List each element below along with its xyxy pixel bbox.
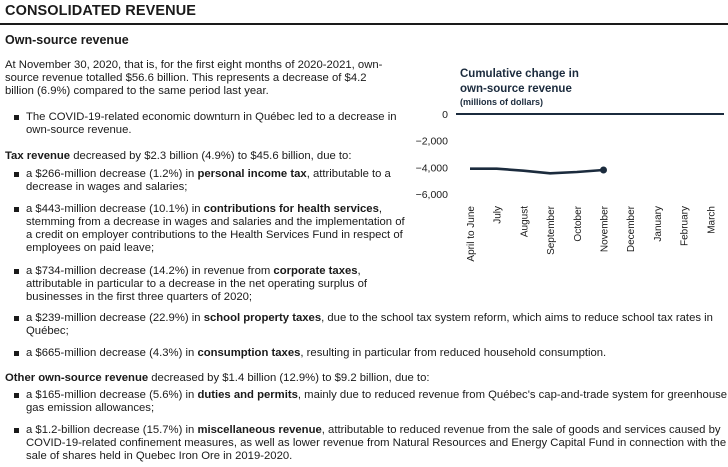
tax-item-text: a $443-million decrease (10.1%) in [26, 203, 204, 215]
other-item-text: a $1.2-billion decrease (15.7%) in [26, 424, 198, 436]
series-end-marker [600, 167, 607, 174]
tax-item-term: personal income tax [197, 168, 307, 180]
bullet-marker [14, 269, 19, 274]
tax-item-text: , stemming from a decrease in wages and salaries and the implementation of a credit on employer contributions to the Health Services Fund in respect of employees on paid leave; [26, 203, 405, 254]
x-tick-label: September [546, 206, 558, 255]
tax-item-text: , resulting in particular from reduced household consumption. [300, 347, 607, 359]
bullet-marker [14, 115, 19, 120]
other-item-text: , mainly due to reduced revenue from Québec's cap-and-trade system for greenhouse gas emission allowances; [26, 389, 728, 414]
x-tick-label: October [572, 206, 584, 242]
other-item-term: miscellaneous revenue [197, 424, 322, 436]
other-lead [5, 372, 725, 385]
section-heading: Own-source revenue [5, 33, 129, 47]
tax-item-text: , attributable in particular to a decrease in the net operating surplus of businesses in the first three quarters of 2020; [26, 265, 367, 303]
y-tick-label: −2,000 [415, 135, 448, 148]
intro-paragraph: At November 30, 2020, that is, for the first eight months of 2020-2021, own-source revenue totalled $56.6 billion. This represents a decrease of $4.2 billion (6.9%) compared to the same period last year. [5, 59, 383, 97]
tax-item-term: consumption taxes [197, 347, 301, 359]
revenue-change-chart [408, 60, 728, 290]
x-tick-label: February [679, 206, 691, 247]
tax-item-text: a $239-million decrease (22.9%) in [26, 312, 204, 324]
x-tick-label: April to June [466, 206, 477, 262]
x-tick-label: January [652, 206, 664, 242]
bullet-marker [14, 428, 19, 433]
tax-item [14, 347, 728, 360]
other-item [14, 424, 728, 463]
x-tick-label: August [519, 206, 531, 238]
chart-title: Cumulative change in [460, 68, 579, 80]
other-lead-bold: Other own-source revenue [5, 372, 149, 384]
tax-item-text: a $734-million decrease (14.2%) in revenue from [26, 265, 274, 277]
tax-item-term: contributions for health services [203, 203, 379, 215]
y-tick-label: −6,000 [415, 189, 448, 201]
bullet-marker [14, 316, 19, 321]
tax-item-text: , attributable to a decrease in wages and salaries; [26, 168, 391, 193]
tax-lead-rest: decreased by $2.3 billion (4.9%) to $45.6 billion, due to: [70, 150, 352, 162]
chart-subtitle: (millions of dollars) [460, 97, 544, 107]
title-rule [0, 23, 728, 25]
x-tick-label: December [626, 206, 638, 253]
series-line [470, 169, 604, 174]
y-tick-label: 0 [442, 109, 448, 121]
tax-item [14, 265, 408, 304]
tax-item-text: a $266-million decrease (1.2%) in [26, 168, 198, 180]
other-lead-rest: decreased by $1.4 billion (12.9%) to $9.2 billion, due to: [148, 372, 430, 384]
tax-item [14, 312, 728, 338]
intro-bullet-text: The COVID-19-related economic downturn in Québec led to a decrease in own-source revenue. [26, 111, 397, 136]
other-item-text: a $165-million decrease (5.6%) in [26, 389, 198, 401]
y-tick-label: −4,000 [415, 162, 448, 175]
tax-item-text: a $665-million decrease (4.3%) in [26, 347, 198, 359]
bullet-marker [14, 393, 19, 398]
tax-lead [5, 150, 397, 163]
other-item-term: duties and permits [197, 389, 298, 401]
tax-item [14, 203, 408, 255]
tax-item [14, 168, 408, 194]
tax-lead-bold: Tax revenue [5, 150, 71, 162]
tax-item-text: , due to the school tax system reform, which aims to reduce school tax rates in Québec; [26, 312, 713, 337]
tax-item-term: school property taxes [203, 312, 322, 324]
bullet-marker [14, 351, 19, 356]
x-tick-label: March [706, 206, 718, 234]
bullet-marker [14, 172, 19, 177]
other-item [14, 389, 728, 415]
x-tick-label: July [492, 206, 504, 224]
chart-title: own-source revenue [460, 83, 572, 95]
bullet-marker [14, 207, 19, 212]
x-tick-label: November [599, 206, 611, 253]
intro-bullet [14, 111, 408, 137]
page-title: CONSOLIDATED REVENUE [5, 3, 197, 19]
tax-item-term: corporate taxes [273, 265, 358, 277]
other-item-text: , attributable to reduced revenue from the sale of goods and services caused by COVID-19-related confinement measures, as well as lower revenue from Natural Resources and Energy Capital Fund in connection with the sale of shares held in Quebec Iron Ore in 2019-2020. [26, 424, 727, 462]
